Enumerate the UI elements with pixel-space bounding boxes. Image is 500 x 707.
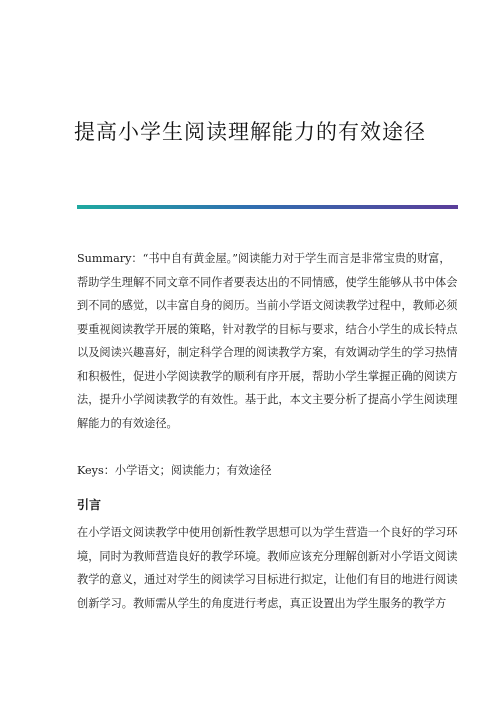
document-title: 提高小学生阅读理解能力的有效途径 bbox=[74, 120, 426, 144]
intro-line: 境，同时为教师营造良好的教学环境。教师应该充分理解创新对小学语文阅读 bbox=[77, 549, 458, 563]
summary-line: 解能力的有效途径。 bbox=[77, 416, 178, 430]
intro-line: 教学的意义，通过对学生的阅读学习目标进行拟定，让他们有目的地进行阅读 bbox=[77, 573, 458, 586]
intro-paragraph bbox=[77, 521, 458, 615]
summary-line: 帮助学生理解不同文章不同作者要表达出的不同情感，使学生能够从书中体会 bbox=[77, 275, 458, 289]
keywords-line: Keys：小学语文；阅读能力；有效途径 bbox=[77, 464, 272, 477]
intro-line: 在小学语文阅读教学中使用创新性教学思想可以为学生营造一个良好的学习环 bbox=[77, 526, 458, 539]
summary-line: 和积极性，促进小学阅读教学的顺利有序开展，帮助小学生掌握正确的阅读方 bbox=[77, 369, 458, 383]
summary-line: Summary：“书中自有黄金屋。”阅读能力对于学生而言是非常宝贵的财富， bbox=[77, 252, 451, 265]
summary-line: 以及阅读兴趣喜好，制定科学合理的阅读教学方案，有效调动学生的学习热情 bbox=[77, 346, 458, 359]
summary-line: 到不同的感觉，以丰富自身的阅历。当前小学语文阅读教学过程中，教师必须 bbox=[77, 299, 458, 312]
intro-heading: 引言 bbox=[77, 498, 102, 512]
title-divider bbox=[77, 205, 458, 209]
summary-paragraph bbox=[77, 247, 458, 435]
intro-line: 创新学习。教师需从学生的角度进行考虑，真正设置出为学生服务的教学方 bbox=[77, 596, 447, 610]
summary-line: 要重视阅读教学开展的策略，针对教学的目标与要求，结合小学生的成长特点 bbox=[77, 322, 458, 336]
summary-line: 法，提升小学阅读教学的有效性。基于此，本文主要分析了提高小学生阅读理 bbox=[77, 393, 458, 406]
